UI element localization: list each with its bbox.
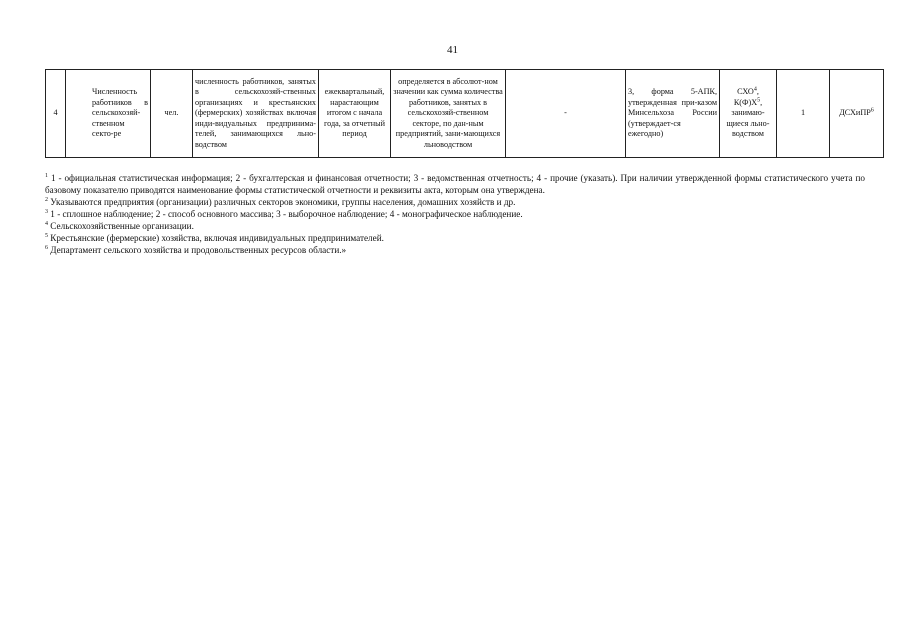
footnote-text: Департамент сельского хозяйства и продовольственных ресурсов области.» [50,244,347,255]
footnote-text: 1 - официальная статистическая информация; 2 - бухгалтерская и финансовая отчетности; 3 - ведомственная отчетность; 4 - прочие (указать). При наличии утвержденной формы статистического учета по базовому показателю приводятся наименование формы статистической отчетности и реквизиты акта, которым она утверждена. [45,173,866,195]
footnote [45,173,865,196]
footnote-text: 1 - сплошное наблюдение; 2 - способ основного массива; 3 - выборочное наблюдение; 4 - монографическое наблюдение. [50,208,523,219]
indicator-table [45,69,884,158]
indicator-definition: численность работников, занятых в сельскохозяй-ственных организациях и крестьянских (фермерских) хозяйствах включая инди-видуальных предпринима-телей, занимающихся льно-водством [193,70,319,158]
footnote [45,221,865,233]
footnotes [45,173,865,256]
footnote-text: Сельскохозяйственные организации. [50,220,194,231]
subjects-part1: СХО [737,87,754,97]
footnote [45,197,865,209]
periodicity: ежеквартальный, нарастающим итогом с начала года, за отчетный период [319,70,391,158]
table-row [46,70,884,158]
row-number: 4 [46,70,66,158]
subjects-sup1: 4 [753,86,757,93]
footnote-mark: 3 [45,208,48,215]
subjects-sup2: 5 [757,97,761,104]
footnote-text: Указываются предприятия (организации) различных секторов экономики, группы населения, домашних хозяйств и др. [50,196,516,207]
page-number: 41 [447,44,458,56]
calculation-method: определяется в абсолют-ном значении как сумма количества работников, занятых в сельскохозяй-ственном секторе, по дан-ным предприятий, зани-мающихся льноводством [391,70,506,158]
responsible-sup: 6 [870,107,874,114]
footnote-mark: 6 [45,244,48,251]
indicator-name: Численность работников в сельскохозяй-ственном секто-ре [66,70,151,158]
footnote-mark: 1 [45,172,48,179]
coverage: 1 [777,70,830,158]
responsible-name: ДСХиПР [839,108,871,118]
footnote [45,233,865,245]
data-source: 3, форма 5-АПК, утвержденная при-казом Минсельхоза России (утверждает-ся ежегодно) [626,70,720,158]
footnote-mark: 2 [45,196,48,203]
observation-subjects: СХО$^4$, $К(Ф)Х^5$, занимаю-щиеся льно-водством [720,70,777,158]
footnote-text: Крестьянские (фермерские) хозяйства, включая индивидуальных предпринимателей. [50,232,384,243]
footnote [45,245,865,257]
footnote-mark: 4 [45,220,48,227]
footnote [45,209,865,221]
unit: чел. [151,70,193,158]
responsible-body [830,70,884,158]
subjects-part2: К(Ф)Х [733,97,758,107]
base-indicators: - [506,70,626,158]
subjects-part3: занимаю-щиеся льно-водством [726,108,770,139]
footnote-mark: 5 [45,232,48,239]
